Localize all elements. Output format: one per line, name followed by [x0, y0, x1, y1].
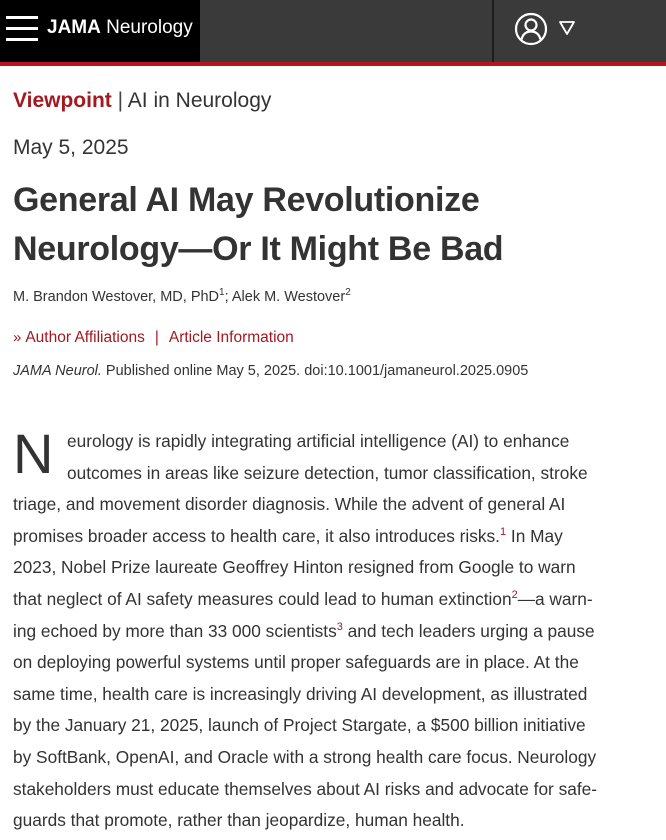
- body-line: eurology is rapidly integrating artificial intelligence (AI) to enhance: [67, 431, 570, 451]
- author-link[interactable]: Alek M. Westover: [231, 288, 346, 305]
- author-affiliations-link[interactable]: Author Affiliations: [25, 329, 145, 346]
- body-line: by the January 21, 2025, launch of Project Stargate, a $500 billion initiative: [13, 715, 586, 736]
- body-line: [13, 616, 653, 648]
- author-list: [13, 287, 351, 305]
- publication-date: May 5, 2025: [13, 136, 129, 159]
- reference-link[interactable]: 3: [336, 620, 343, 633]
- hamburger-bar: [6, 16, 38, 19]
- hamburger-icon[interactable]: [6, 16, 38, 42]
- body-text: ing echoed by more than 33 000 scientists: [13, 620, 337, 641]
- header-divider: [492, 0, 494, 62]
- accent-rule: [0, 62, 666, 66]
- body-line: on deploying powerful systems until proper safeguards are in place. At the: [13, 652, 579, 673]
- chevron-right-icon: »: [13, 329, 22, 346]
- reference-link[interactable]: 2: [511, 589, 518, 602]
- citation: [13, 363, 528, 379]
- affiliation-ref[interactable]: 2: [345, 287, 351, 298]
- drop-cap: N: [13, 422, 54, 485]
- hamburger-bar: [6, 38, 38, 41]
- affiliation-ref[interactable]: 1: [219, 287, 225, 298]
- body-text: promises broader access to health care, it also introduces risks.: [13, 525, 500, 546]
- journal-logo[interactable]: [47, 17, 193, 39]
- body-line: stakeholders must educate themselves about AI risks and advocate for safe-: [13, 778, 598, 799]
- body-line: by SoftBank, OpenAI, and Oracle with a strong health care focus. Neurology: [13, 746, 597, 767]
- article-type: [13, 89, 271, 113]
- body-line: 2023, Nobel Prize laureate Geoffrey Hinton resigned from Google to warn: [13, 557, 576, 578]
- citation-details: Published online May 5, 2025. doi:10.1001/jamaneurol.2025.0905: [101, 363, 529, 379]
- body-text: In May: [506, 525, 563, 546]
- article-type-label[interactable]: Viewpoint: [13, 89, 112, 112]
- user-circle-icon[interactable]: [514, 12, 548, 46]
- body-line: triage, and movement disorder diagnosis. While the advent of general AI: [13, 494, 566, 515]
- reference-link[interactable]: 1: [499, 526, 507, 539]
- article-meta-links: [13, 329, 294, 347]
- body-line: same time, health care is increasingly driving AI development, as illustrated: [13, 683, 588, 704]
- body-text: —a warn-: [517, 588, 593, 609]
- type-separator: |: [117, 89, 124, 112]
- title-line: General AI May Revolutionize: [13, 181, 480, 219]
- author-separator: ;: [224, 288, 232, 305]
- body-line: guards that promote, rather than jeopardize, human health.: [13, 810, 465, 831]
- caret-down-icon[interactable]: [558, 19, 576, 37]
- citation-journal: JAMA Neurol.: [13, 363, 102, 379]
- body-line: [13, 584, 653, 616]
- brand-rest: Neurology: [106, 17, 193, 38]
- body-text: that neglect of AI safety measures could lead to human extinction: [13, 588, 512, 609]
- body-line: outcomes in areas like seizure detection, tumor classification, stroke: [67, 462, 588, 483]
- body-text: and tech leaders urging a pause: [342, 620, 595, 641]
- article-information-link[interactable]: Article Information: [168, 329, 294, 346]
- body-line: [13, 521, 653, 553]
- article-body: [13, 422, 653, 837]
- author-link[interactable]: M. Brandon Westover, MD, PhD: [13, 288, 220, 305]
- hamburger-bar: [6, 27, 38, 30]
- site-header: [0, 0, 666, 62]
- article-title: [13, 176, 653, 274]
- link-separator: |: [154, 329, 159, 346]
- article-category[interactable]: AI in Neurology: [127, 89, 272, 112]
- title-line: Neurology—Or It Might Be Bad: [13, 230, 504, 268]
- brand-bold: JAMA: [47, 17, 101, 38]
